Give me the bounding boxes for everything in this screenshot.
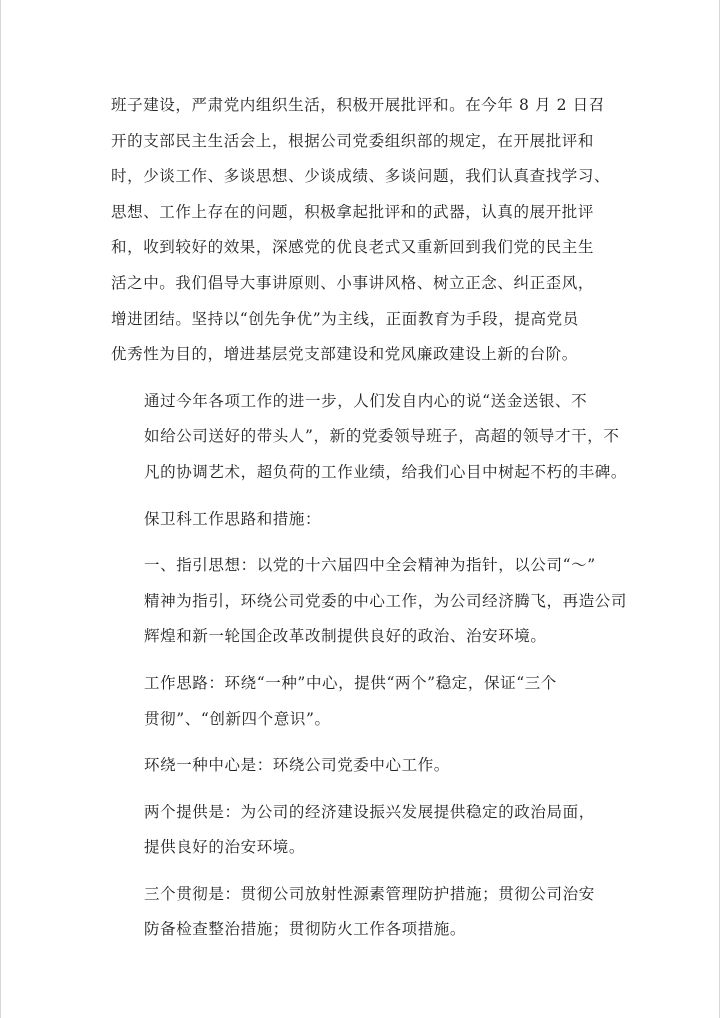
text-line: 和，收到较好的效果，深感党的优良老式又重新回到我们党的民主生 bbox=[111, 238, 595, 257]
text-line: 如给公司送好的带头人”，新的党委领导班子，高超的领导才干，不 bbox=[144, 427, 620, 446]
text-line: 精神为指引，环绕公司党委的中心工作，为公司经济腾飞，再造公司 bbox=[144, 591, 628, 610]
text-line: 提供良好的治安环境。 bbox=[144, 838, 306, 857]
paragraph-evaluation bbox=[111, 384, 628, 491]
text-line: 一、指引思想：以党的十六届四中全会精神为指针，以公司“～” bbox=[144, 556, 596, 575]
paragraph-two-provisions bbox=[111, 795, 613, 866]
text-line: 辉煌和新一轮国企改革改制提供良好的政治、治安环境。 bbox=[144, 627, 547, 646]
paragraph-party-building bbox=[111, 88, 613, 373]
text-line: 时，少谈工作、多谈思想、少谈成绩、多谈问题，我们认真查找学习、 bbox=[111, 167, 611, 186]
text-line: 保卫科工作思路和措施： bbox=[144, 509, 322, 528]
paragraph-work-approach bbox=[111, 666, 613, 737]
paragraph-three-implementations bbox=[111, 877, 613, 948]
text-line: 优秀性为目的，增进基层党支部建设和党风廉政建设上新的台阶。 bbox=[111, 345, 578, 364]
text-line: 思想、工作上存在的问题，积极拿起批评和的武器，认真的展开批评 bbox=[111, 202, 595, 221]
text-line: 三个贯彻是：贯彻公司放射性源素管理防护措施；贯彻公司治安 bbox=[144, 884, 595, 903]
paragraph-guiding-thought bbox=[111, 548, 628, 655]
text-line: 通过今年各项工作的进一步，人们发自内心的说“送金送银、不 bbox=[144, 391, 588, 410]
text-line: 班子建设，严肃党内组织生活，积极开展批评和。在今年 8 月 2 日召 bbox=[111, 96, 605, 114]
section-heading bbox=[111, 502, 613, 538]
text-line: 工作思路：环绕“一种”中心，提供“两个”稳定，保证“三个 bbox=[144, 673, 557, 692]
text-line: 两个提供是：为公司的经济建设振兴发展提供稳定的政治局面， bbox=[144, 802, 595, 821]
text-line: 开的支部民主生活会上，根据公司党委组织部的规定，在开展批评和 bbox=[111, 131, 595, 150]
text-line: 增进团结。坚持以“创先争优”为主线，正面教育为手段，提高党员 bbox=[111, 309, 579, 328]
text-line: 环绕一种中心是：环绕公司党委中心工作。 bbox=[144, 756, 450, 775]
text-line: 防备检查整治措施；贯彻防火工作各项措施。 bbox=[144, 920, 467, 939]
paragraph-one-center bbox=[111, 748, 613, 784]
text-line: 凡的协调艺术，超负荷的工作业绩，给我们心目中树起不朽的丰碑。 bbox=[144, 462, 628, 481]
text-line: 贯彻”、“创新四个意识”。 bbox=[144, 709, 331, 728]
text-line: 活之中。我们倡导大事讲原则、小事讲风格、树立正念、纠正歪风， bbox=[111, 273, 595, 292]
document-body bbox=[111, 88, 628, 948]
